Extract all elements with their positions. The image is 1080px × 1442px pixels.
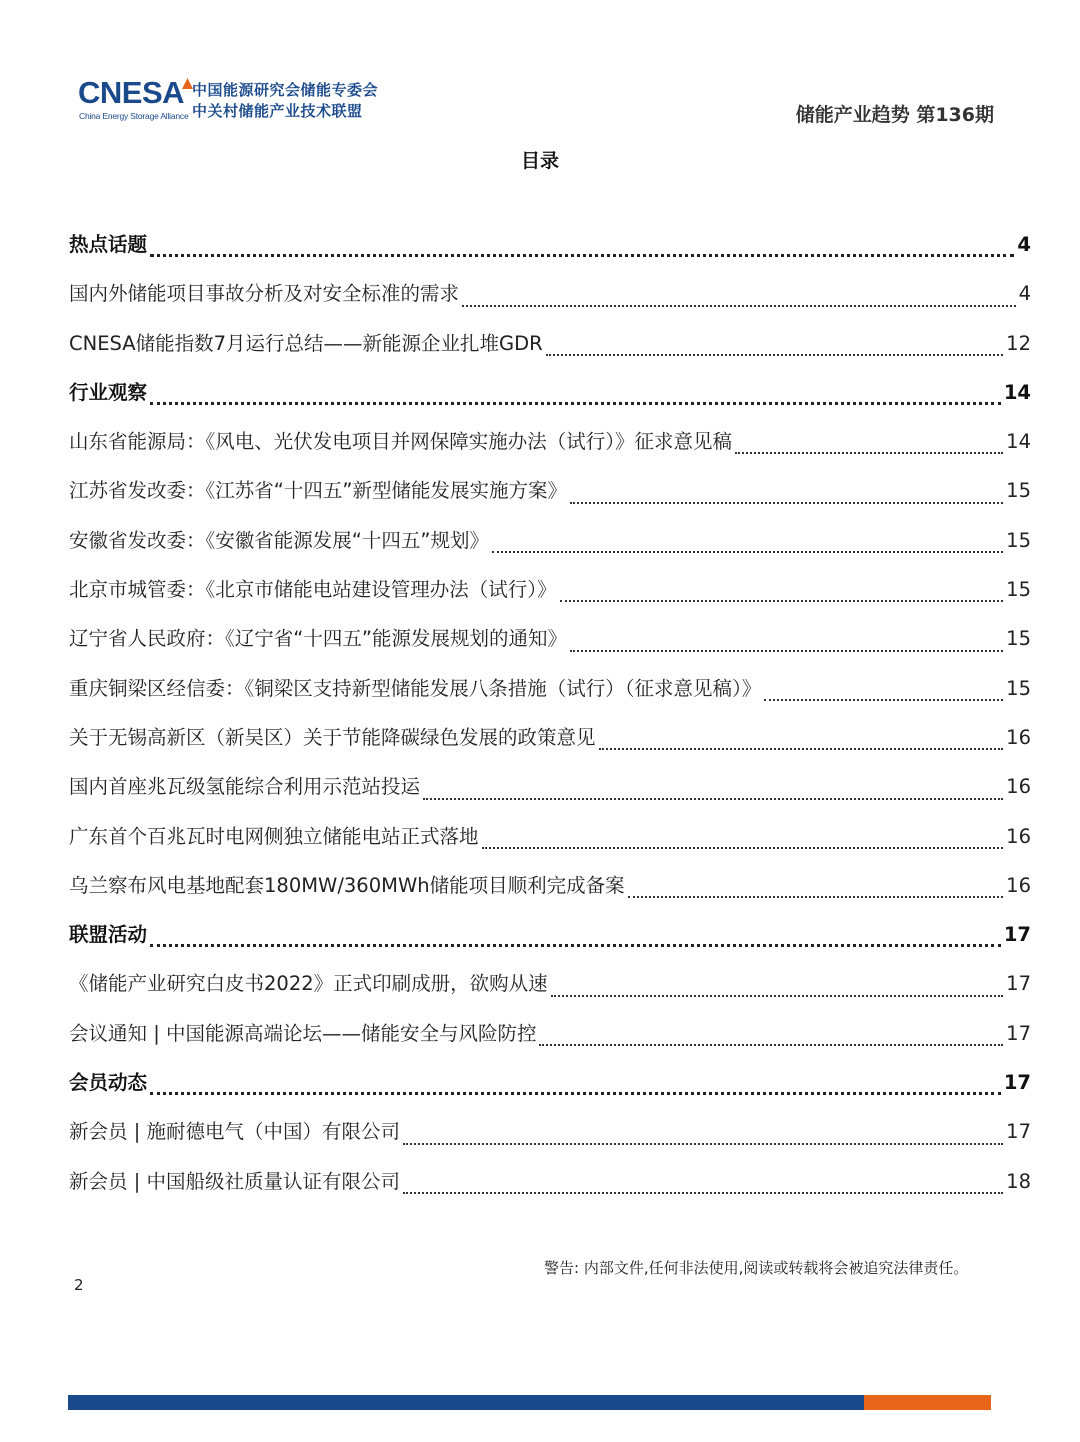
toc-entry-page: 12 bbox=[1006, 331, 1031, 355]
toc-dot-leader bbox=[735, 452, 1003, 454]
toc-title: 目录 bbox=[520, 150, 559, 172]
toc-entry[interactable] bbox=[69, 821, 1031, 870]
toc-dot-leader bbox=[764, 699, 1003, 701]
toc-entry-title: 会员动态 bbox=[69, 1071, 148, 1095]
toc-entry-title: 江苏省发改委：《江苏省“十四五”新型储能发展实施方案》 bbox=[69, 479, 567, 503]
toc-section-heading[interactable] bbox=[69, 377, 1031, 426]
toc-section-heading[interactable] bbox=[69, 919, 1031, 968]
toc-entry-page: 17 bbox=[1006, 1120, 1031, 1144]
toc-entry-title: CNESA储能指数7月运行总结——新能源企业扎堆GDR bbox=[69, 331, 543, 355]
toc-entry-page: 17 bbox=[1006, 972, 1031, 996]
confidentiality-warning: 警告: 内部文件,任何非法使用,阅读或转载将会被追究法律责任。 bbox=[544, 1259, 969, 1277]
toc-dot-leader bbox=[462, 305, 1016, 307]
logo-wordmark: CNESA bbox=[78, 75, 185, 110]
toc-entry-page: 4 bbox=[1018, 282, 1031, 306]
toc-entry-title: 会议通知 | 中国能源高端论坛——储能安全与风险防控 bbox=[69, 1021, 537, 1045]
toc-entry-title: 国内外储能项目事故分析及对安全标准的需求 bbox=[69, 282, 460, 306]
toc-entry-page: 16 bbox=[1006, 775, 1031, 799]
toc-dot-leader bbox=[150, 254, 1014, 257]
toc-entry-title: 乌兰察布风电基地配套180MW/360MWh储能项目顺利完成备案 bbox=[69, 873, 625, 897]
toc-dot-leader bbox=[546, 354, 1003, 356]
toc-entry[interactable] bbox=[69, 623, 1031, 672]
issue-label: 储能产业趋势 第136期 bbox=[795, 104, 994, 126]
cnesa-logo bbox=[78, 76, 398, 126]
toc-entry[interactable] bbox=[69, 525, 1031, 574]
footer-bar-orange bbox=[864, 1395, 991, 1410]
toc-dot-leader bbox=[539, 1044, 1003, 1046]
toc-entry-page: 15 bbox=[1006, 627, 1031, 651]
toc-entry[interactable] bbox=[69, 968, 1031, 1017]
toc-entry[interactable] bbox=[69, 278, 1031, 327]
toc-entry-page: 16 bbox=[1006, 873, 1031, 897]
toc-entry-page: 15 bbox=[1006, 479, 1031, 503]
toc-entry-title: 新会员 | 施耐德电气（中国）有限公司 bbox=[69, 1120, 400, 1144]
toc-entry-title: 山东省能源局：《风电、光伏发电项目并网保障实施办法（试行）》征求意见稿 bbox=[69, 430, 733, 454]
toc-entry-page: 15 bbox=[1006, 578, 1031, 602]
toc-entry[interactable] bbox=[69, 475, 1031, 524]
table-of-contents bbox=[69, 229, 1031, 1215]
toc-entry-title: 北京市城管委：《北京市储能电站建设管理办法（试行）》 bbox=[69, 578, 557, 602]
toc-entry-page: 18 bbox=[1006, 1169, 1031, 1193]
toc-entry-page: 17 bbox=[1003, 923, 1031, 947]
toc-entry-title: 重庆铜梁区经信委：《铜梁区支持新型储能发展八条措施（试行）（征求意见稿）》 bbox=[69, 676, 762, 700]
toc-entry-page: 17 bbox=[1003, 1071, 1031, 1095]
toc-dot-leader bbox=[570, 650, 1003, 652]
toc-dot-leader bbox=[403, 1143, 1003, 1145]
toc-entry[interactable] bbox=[69, 1166, 1031, 1215]
toc-section-heading[interactable] bbox=[69, 229, 1031, 278]
toc-dot-leader bbox=[403, 1192, 1003, 1194]
toc-entry-title: 行业观察 bbox=[69, 380, 148, 404]
toc-entry-page: 14 bbox=[1006, 430, 1031, 454]
toc-dot-leader bbox=[492, 551, 1003, 553]
toc-entry-title: 安徽省发改委：《安徽省能源发展“十四五”规划》 bbox=[69, 528, 489, 552]
logo-subtitle: China Energy Storage Alliance bbox=[79, 111, 189, 121]
logo-cn-line2: 中关村储能产业技术联盟 bbox=[192, 102, 363, 120]
toc-entry[interactable] bbox=[69, 722, 1031, 771]
toc-entry[interactable] bbox=[69, 1116, 1031, 1165]
toc-dot-leader bbox=[423, 798, 1003, 800]
toc-dot-leader bbox=[150, 944, 1001, 947]
toc-entry-title: 国内首座兆瓦级氢能综合利用示范站投运 bbox=[69, 775, 421, 799]
toc-entry-page: 15 bbox=[1006, 676, 1031, 700]
toc-section-heading[interactable] bbox=[69, 1067, 1031, 1116]
toc-dot-leader bbox=[599, 748, 1004, 750]
toc-entry-page: 16 bbox=[1006, 824, 1031, 848]
toc-entry-page: 17 bbox=[1006, 1021, 1031, 1045]
toc-entry-page: 16 bbox=[1006, 725, 1031, 749]
toc-dot-leader bbox=[551, 995, 1004, 997]
page-number: 2 bbox=[74, 1276, 84, 1294]
toc-dot-leader bbox=[482, 847, 1004, 849]
toc-dot-leader bbox=[150, 1092, 1001, 1095]
toc-entry[interactable] bbox=[69, 426, 1031, 475]
toc-dot-leader bbox=[570, 502, 1003, 504]
toc-entry-title: 广东首个百兆瓦时电网侧独立储能电站正式落地 bbox=[69, 824, 479, 848]
toc-entry-page: 4 bbox=[1017, 233, 1031, 256]
toc-entry[interactable] bbox=[69, 771, 1031, 820]
toc-entry-title: 联盟活动 bbox=[69, 923, 148, 947]
toc-entry[interactable] bbox=[69, 328, 1031, 377]
toc-entry-title: 辽宁省人民政府：《辽宁省“十四五”能源发展规划的通知》 bbox=[69, 627, 567, 651]
toc-entry-title: 新会员 | 中国船级社质量认证有限公司 bbox=[69, 1169, 400, 1193]
toc-entry-page: 14 bbox=[1003, 380, 1031, 404]
logo-cn-line1: 中国能源研究会储能专委会 bbox=[192, 81, 379, 99]
toc-entry[interactable] bbox=[69, 574, 1031, 623]
toc-dot-leader bbox=[560, 600, 1004, 602]
toc-entry-title: 关于无锡高新区（新吴区）关于节能降碳绿色发展的政策意见 bbox=[69, 725, 596, 749]
toc-dot-leader bbox=[628, 896, 1004, 898]
toc-entry-title: 热点话题 bbox=[69, 233, 148, 256]
toc-entry-title: 《储能产业研究白皮书2022》正式印刷成册，欲购从速 bbox=[69, 972, 548, 996]
toc-entry[interactable] bbox=[69, 673, 1031, 722]
toc-entry-page: 15 bbox=[1006, 528, 1031, 552]
footer-bar-blue bbox=[68, 1395, 864, 1410]
toc-entry[interactable] bbox=[69, 1018, 1031, 1067]
toc-dot-leader bbox=[150, 402, 1001, 405]
toc-entry[interactable] bbox=[69, 870, 1031, 919]
